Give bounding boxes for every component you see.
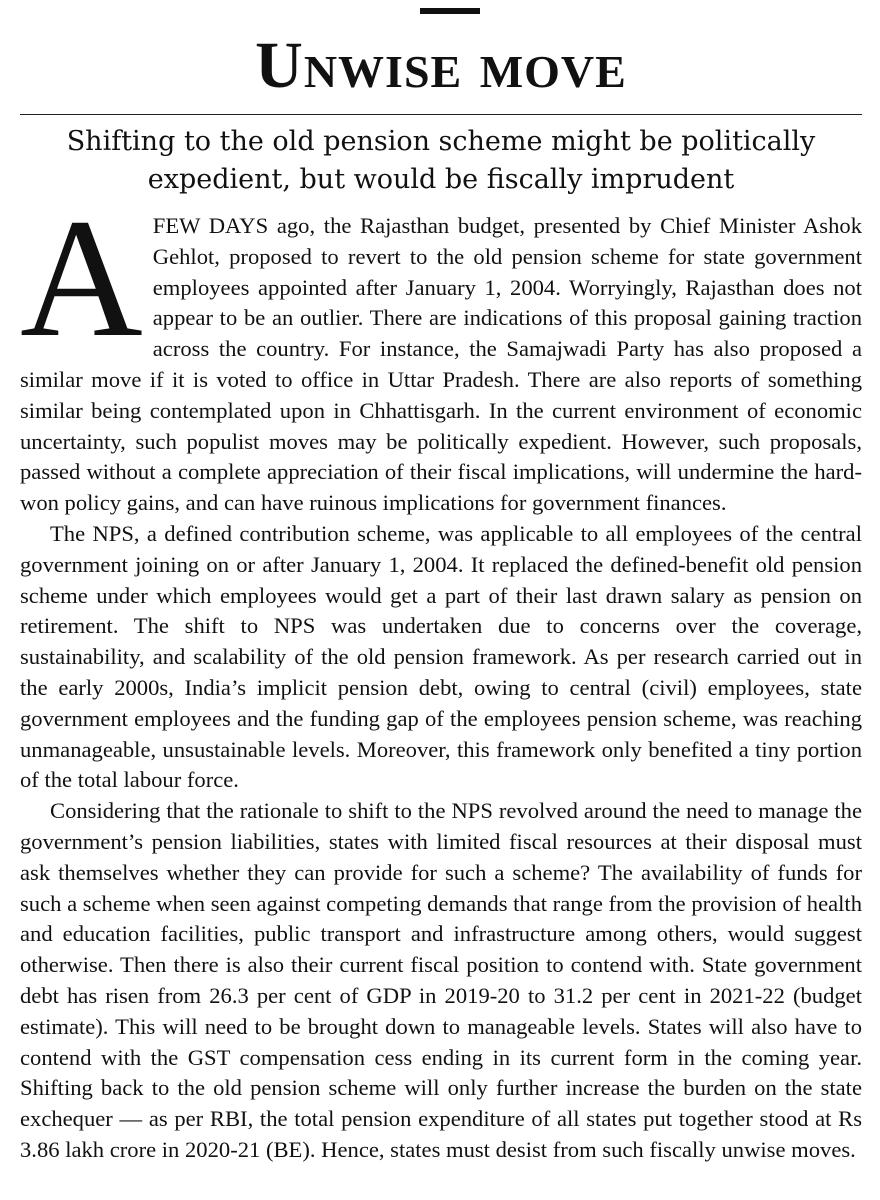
top-accent-rule (420, 8, 480, 14)
headline: Unwise move (255, 29, 627, 102)
subheadline: Shifting to the old pension scheme might be politically expedient, but would be fiscally imprudent (66, 126, 816, 195)
article-body (20, 184, 862, 1166)
paragraph-3: Considering that the rationale to shift to the NPS revolved around the need to manage the government’s pension liabilities, states with limited fiscal resources at their disposal must ask themselves whether they can provide for such a scheme? The availability of funds for such a scheme when seen against competing demands that range from the provision of health and education facilities, public transport and infrastructure among others, would suggest otherwise. Then there is also their current fiscal position to contend with. State government debt has risen from 26.3 per cent of GDP in 2019-20 to 31.2 per cent in 2021-22 (budget estimate). This will need to be brought down to manageable levels. States will also have to contend with the GST compensation cess ending in its current form in the coming year. Shifting back to the old pension scheme will only further increase the burden on the state exchequer — as per RBI, the total pension expenditure of all states put together stood at Rs 3.86 lakh crore in 2020-21 (BE). Hence, states must desist from such fiscally unwise moves. (20, 798, 862, 1162)
headline-divider (20, 114, 862, 115)
paragraph-1 (20, 184, 862, 519)
paragraph-2: The NPS, a defined contribution scheme, was applicable to all employees of the central government joining on or after January 1, 2004. It replaced the defined-benefit old pension scheme under which employees would get a part of their last drawn salary as pension on retirement. The shift to NPS was undertaken due to concerns over the coverage, sustainability, and scalability of the old pension framework. As per research carried out in the early 2000s, India’s implicit pension debt, owing to central (civil) employees, state government employees and the funding gap of the employees pension scheme, was reaching unmanageable, unsustainable levels. Moreover, this framework only benefited a tiny portion of the total labour force. (20, 520, 862, 793)
paragraph-1-text: FEW DAYS ago, the Rajasthan budget, presented by Chief Minister Ashok Gehlot, proposed to revert to the old pension scheme for state government employees appointed after January 1, 2004. Worryingly, Rajasthan does not appear to be an outlier. There are indications of this proposal gaining traction across the country. For instance, the Samajwadi Party has also proposed a similar move if it is voted to office in Uttar Pradesh. There are also reports of something similar being contemplated upon in Chhattisgarh. In the current environment of economic uncertainty, such populist moves may be politically expedient. However, such proposals, passed without a complete appreciation of their fiscal implications, will undermine the hard-won policy gains, and can have ruinous implications for government finances. (20, 213, 862, 516)
drop-cap: A (20, 184, 143, 372)
